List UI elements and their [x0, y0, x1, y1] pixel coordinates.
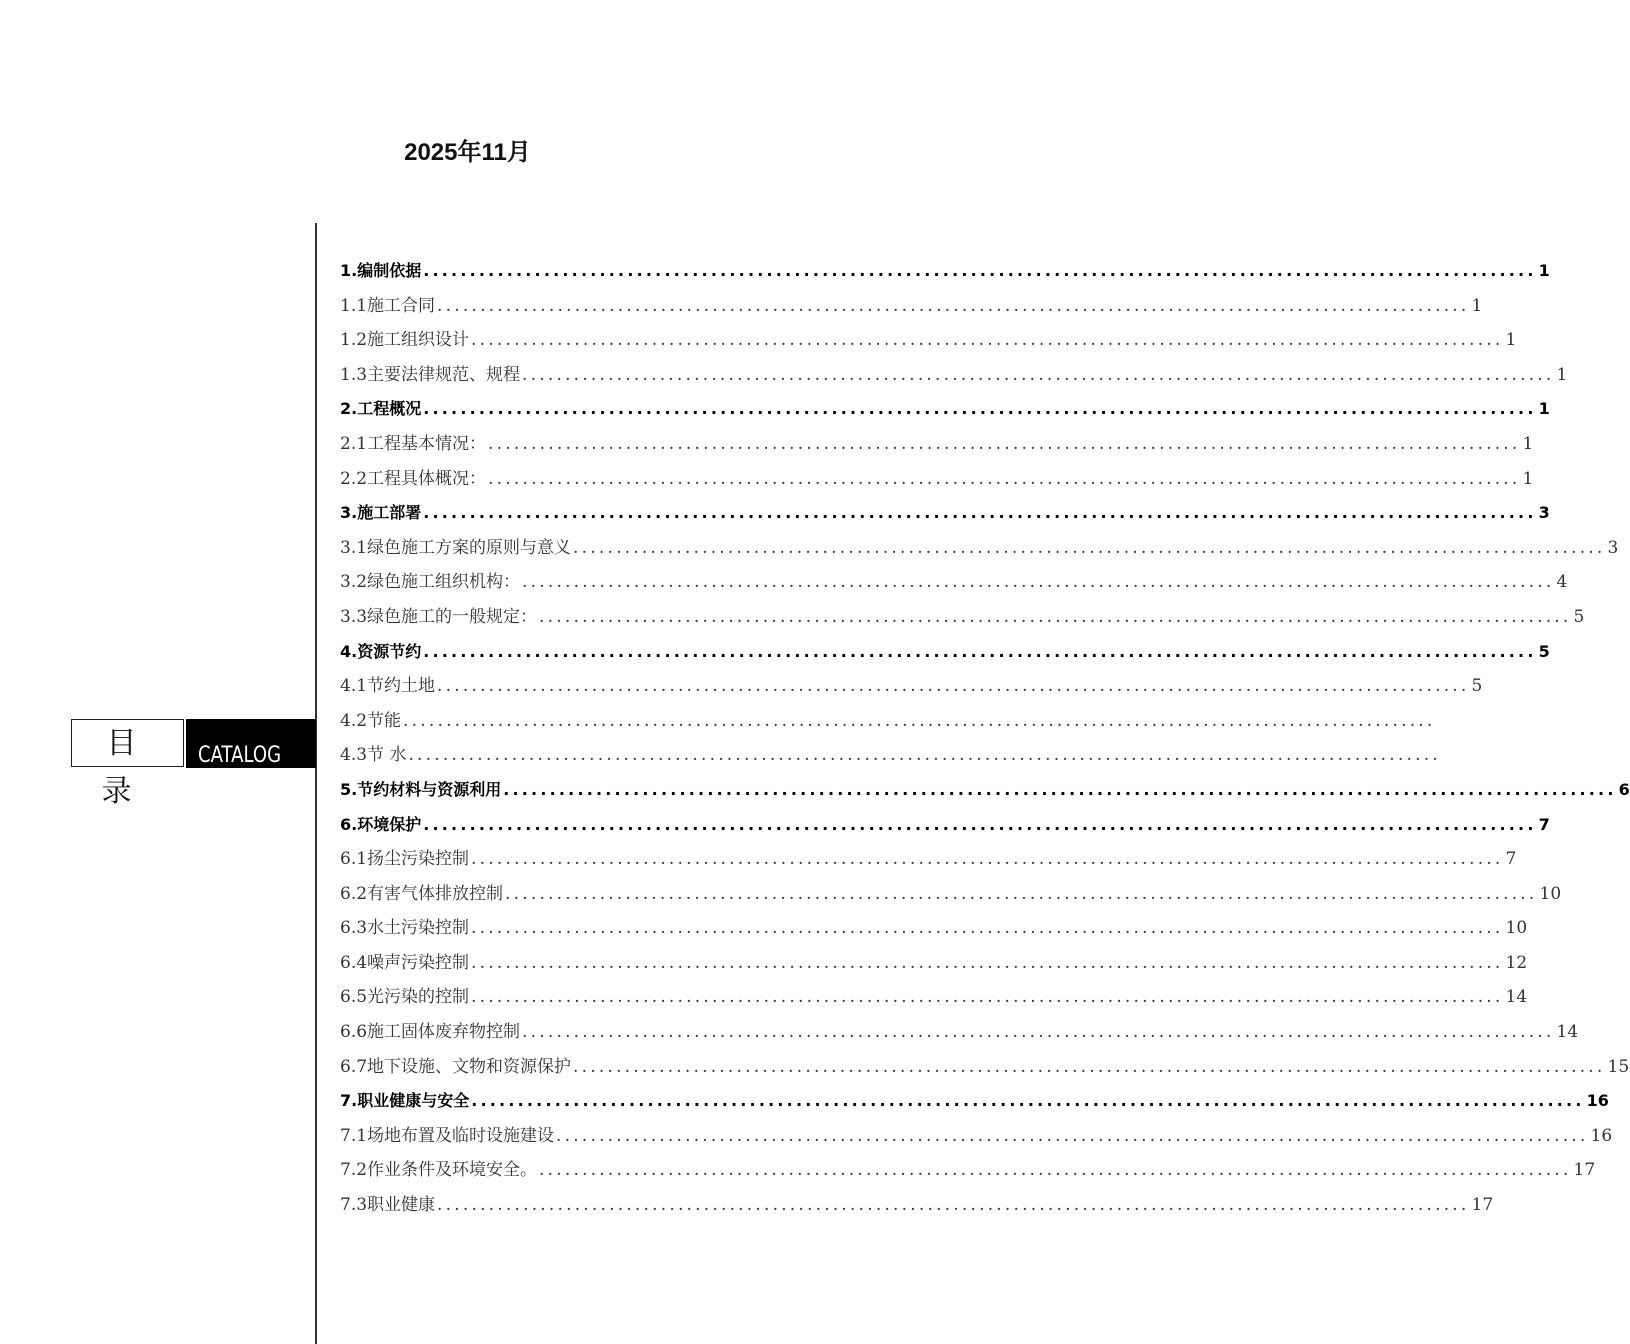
toc-leader-dots: ........................................................................................................................ — [488, 433, 1521, 454]
toc-entry-page: 4 — [1556, 572, 1568, 593]
toc-leader-dots: ........................................................................................................................ — [423, 814, 1537, 834]
toc-leader-dots: ........................................................................................................................ — [503, 779, 1617, 799]
toc-entry-title: 7.1场地布置及临时设施建设 — [340, 1125, 555, 1146]
toc-entry[interactable] — [340, 1019, 1579, 1054]
toc-entry-page: 1 — [1522, 433, 1534, 454]
toc-entry[interactable] — [340, 535, 1619, 570]
toc-entry-page: 10 — [1505, 918, 1528, 939]
toc-entry[interactable] — [340, 569, 1568, 604]
catalog-english-label: CATALOG — [198, 743, 282, 768]
toc-entry-page: 15 — [1607, 1056, 1630, 1077]
toc-entry[interactable] — [340, 708, 1436, 743]
toc-entry[interactable] — [340, 362, 1568, 397]
toc-entry-title: 6.2有害气体排放控制 — [340, 883, 504, 904]
catalog-english-tab — [186, 719, 316, 768]
toc-leader-dots: ........................................................................................................................ — [471, 987, 1504, 1008]
toc-entry[interactable] — [340, 1192, 1494, 1227]
toc-entry-title: 1.1施工合同 — [340, 295, 436, 316]
toc-leader-dots: ........................................................................................................................ — [539, 606, 1572, 627]
toc-entry[interactable] — [340, 881, 1562, 916]
toc-leader-dots: ........................................................................................................................ — [573, 537, 1606, 558]
toc-entry-title: 5.节约材料与资源利用 — [340, 779, 502, 799]
toc-leader-dots: ........................................................................................................................ — [437, 295, 1470, 316]
toc-entry-title: 3.施工部署 — [340, 503, 422, 523]
toc-entry-title: 1.3主要法律规范、规程 — [340, 364, 521, 385]
toc-entry-title: 6.4噪声污染控制 — [340, 952, 470, 973]
toc-entry[interactable] — [340, 950, 1528, 985]
toc-entry-title: 1.2施工组织设计 — [340, 330, 470, 351]
toc-leader-dots: ........................................................................................................................ — [522, 1022, 1555, 1043]
toc-entry-page: 1 — [1522, 468, 1534, 489]
toc-entry-title: 6.7地下设施、文物和资源保护 — [340, 1056, 572, 1077]
toc-entry-page: 3 — [1607, 537, 1619, 558]
toc-entry[interactable] — [340, 1157, 1596, 1192]
toc-entry-title: 4.3节 水 — [340, 745, 407, 766]
toc-entry-title: 6.环境保护 — [340, 814, 422, 834]
catalog-label — [71, 719, 316, 809]
toc-entry-title: 2.1工程基本情况： — [340, 433, 487, 454]
toc-entry[interactable] — [340, 777, 1630, 812]
toc-entry[interactable] — [340, 1123, 1613, 1158]
toc-leader-dots: ........................................................................................................................ — [403, 710, 1436, 731]
toc-entry-title: 6.1扬尘污染控制 — [340, 849, 470, 870]
toc-entry-page: 1 — [1538, 399, 1550, 419]
toc-entry[interactable] — [340, 293, 1483, 328]
toc-entry[interactable] — [340, 846, 1517, 881]
toc-entry-page: 17 — [1573, 1160, 1596, 1181]
toc-entry-title: 7.职业健康与安全 — [340, 1091, 470, 1111]
toc-entry-page: 6 — [1618, 779, 1630, 799]
toc-entry-title: 3.2绿色施工组织机构： — [340, 572, 521, 593]
toc-entry[interactable] — [340, 258, 1550, 293]
toc-leader-dots: ........................................................................................................................ — [539, 1160, 1572, 1181]
toc-entry-page: 7 — [1538, 814, 1550, 834]
toc-entry-page: 16 — [1590, 1125, 1613, 1146]
toc-leader-dots: ........................................................................................................................ — [488, 468, 1521, 489]
toc-leader-dots: ........................................................................................................................ — [471, 918, 1504, 939]
toc-leader-dots: ........................................................................................................................ — [408, 745, 1441, 766]
toc-entry[interactable] — [340, 1054, 1630, 1089]
toc-leader-dots: ........................................................................................................................ — [423, 261, 1537, 280]
toc-entry-page: 17 — [1471, 1195, 1494, 1216]
toc-entry-title: 6.6施工固体废弃物控制 — [340, 1022, 521, 1043]
toc-entry[interactable] — [340, 1088, 1609, 1123]
toc-leader-dots: ........................................................................................................................ — [573, 1056, 1606, 1077]
toc-entry[interactable] — [340, 742, 1441, 777]
toc-leader-dots: ........................................................................................................................ — [471, 952, 1504, 973]
toc-entry-title: 4.资源节约 — [340, 641, 422, 661]
toc-leader-dots: ........................................................................................................................ — [522, 572, 1555, 593]
catalog-chinese-label: 目 录 — [71, 719, 184, 767]
toc-entry-page: 14 — [1556, 1022, 1579, 1043]
toc-entry-title: 7.2作业条件及环境安全。 — [340, 1160, 538, 1181]
toc-leader-dots: ........................................................................................................................ — [437, 676, 1470, 697]
toc-entry-page: 1 — [1538, 261, 1550, 280]
toc-entry-page: 5 — [1573, 606, 1585, 627]
toc-entry-page: 5 — [1471, 676, 1483, 697]
toc-entry-title: 2.2工程具体概况： — [340, 468, 487, 489]
toc-entry[interactable] — [340, 984, 1528, 1019]
toc-entry-title: 6.3水土污染控制 — [340, 918, 470, 939]
toc-entry-title: 6.5光污染的控制 — [340, 987, 470, 1008]
toc-entry-title: 4.1节约土地 — [340, 676, 436, 697]
table-of-contents — [340, 258, 1630, 1227]
toc-entry[interactable] — [340, 466, 1534, 501]
toc-leader-dots: ........................................................................................................................ — [423, 503, 1537, 523]
toc-leader-dots: ........................................................................................................................ — [423, 641, 1537, 661]
toc-entry-title: 1.编制依据 — [340, 261, 422, 280]
toc-leader-dots: ........................................................................................................................ — [471, 330, 1504, 351]
toc-entry[interactable] — [340, 673, 1483, 708]
toc-entry-title: 2.工程概况 — [340, 399, 422, 419]
toc-leader-dots: ........................................................................................................................ — [556, 1125, 1589, 1146]
toc-leader-dots: ........................................................................................................................ — [471, 1091, 1585, 1111]
toc-leader-dots: ........................................................................................................................ — [437, 1195, 1470, 1216]
toc-entry-page: 12 — [1505, 952, 1528, 973]
toc-entry-page: 10 — [1539, 883, 1562, 904]
toc-entry[interactable] — [340, 639, 1550, 674]
toc-entry-page: 7 — [1505, 849, 1517, 870]
toc-entry-page: 5 — [1538, 641, 1550, 661]
toc-leader-dots: ........................................................................................................................ — [505, 883, 1538, 904]
toc-entry[interactable] — [340, 327, 1517, 362]
toc-entry-page: 3 — [1538, 503, 1550, 523]
toc-entry[interactable] — [340, 812, 1550, 847]
vertical-divider — [315, 223, 317, 1344]
toc-entry-page: 14 — [1505, 987, 1528, 1008]
toc-entry[interactable] — [340, 915, 1528, 950]
toc-entry-page: 16 — [1586, 1091, 1609, 1111]
toc-leader-dots: ........................................................................................................................ — [471, 849, 1504, 870]
toc-entry-title: 7.3职业健康 — [340, 1195, 436, 1216]
toc-leader-dots: ........................................................................................................................ — [522, 364, 1555, 385]
toc-entry[interactable] — [340, 604, 1585, 639]
document-date: 2025年11月 — [404, 139, 531, 166]
toc-entry-title: 4.2节能 — [340, 710, 402, 731]
toc-entry-page: 1 — [1556, 364, 1568, 385]
toc-leader-dots: ........................................................................................................................ — [423, 399, 1537, 419]
toc-entry-title: 3.3绿色施工的一般规定： — [340, 606, 538, 627]
toc-entry-title: 3.1绿色施工方案的原则与意义 — [340, 537, 572, 558]
toc-entry-page: 1 — [1505, 330, 1517, 351]
toc-entry[interactable] — [340, 431, 1534, 466]
toc-entry[interactable] — [340, 500, 1550, 535]
toc-entry[interactable] — [340, 396, 1550, 431]
toc-entry-page: 1 — [1471, 295, 1483, 316]
